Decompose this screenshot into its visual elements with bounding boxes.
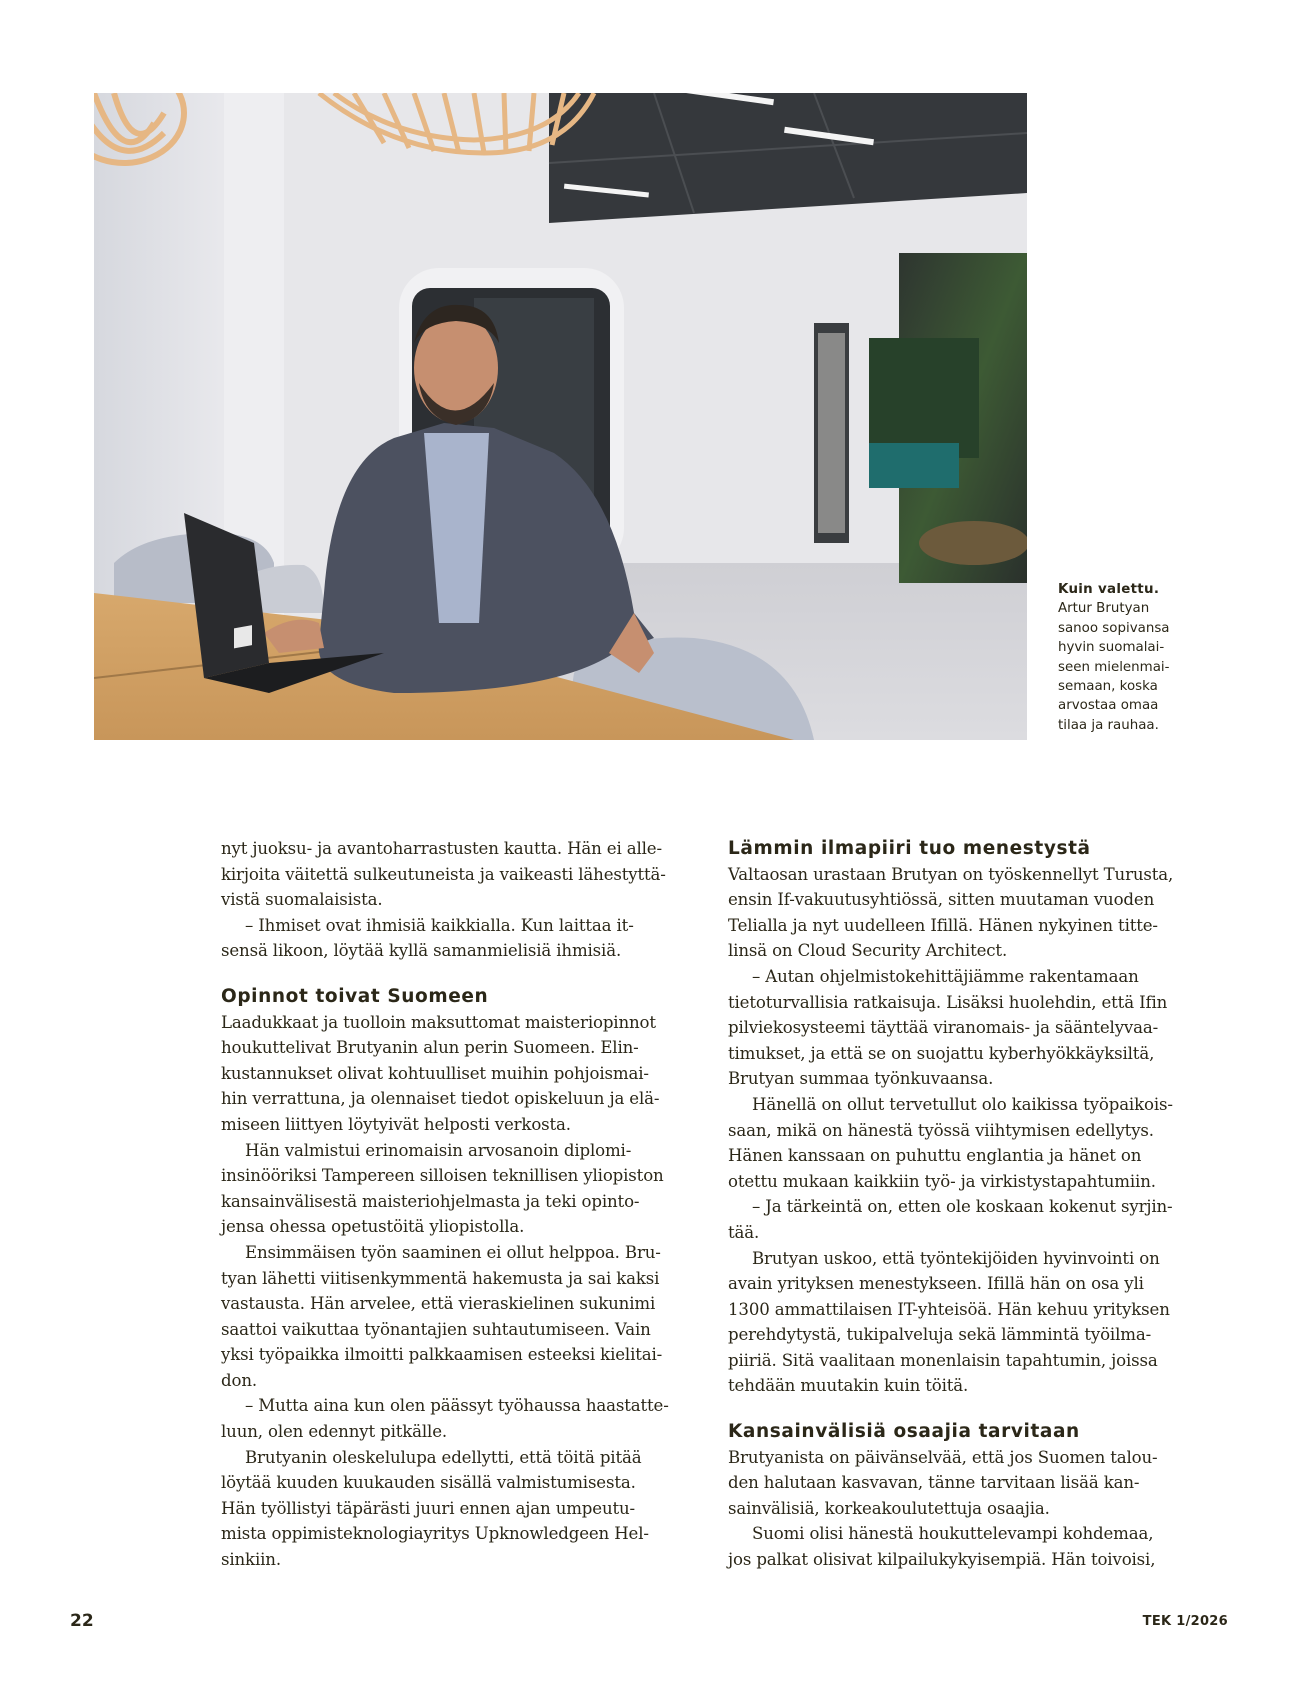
- text-line: Brutyan summaa työnkuvaansa.: [728, 1069, 994, 1089]
- text-line: houkuttelivat Brutyanin alun perin Suomeen. Elin-: [221, 1038, 639, 1058]
- text-line: jos palkat olisivat kilpailukykyisempiä. Hän toivoisi,: [728, 1550, 1156, 1570]
- text-line: – Autan ohjelmistokehittäjiämme rakentamaan: [752, 966, 1139, 986]
- text-line: tää.: [728, 1222, 760, 1242]
- text-line: vastausta. Hän arvelee, että vieraskielinen sukunimi: [221, 1294, 656, 1314]
- text-line: jensa ohessa opetustöitä yliopistolla.: [221, 1217, 525, 1237]
- photo-illustration: [94, 93, 1027, 740]
- text-line: Valtaosan urastaan Brutyan on työskennellyt Turusta,: [728, 864, 1174, 884]
- text-line: otettu mukaan kaikkiin työ- ja virkistystapahtumiin.: [728, 1171, 1156, 1191]
- text-line: den halutaan kasvavan, tänne tarvitaan lisää kan-: [728, 1473, 1140, 1493]
- left-block-1: [221, 836, 701, 964]
- text-line: Brutyan uskoo, että työntekijöiden hyvinvointi on: [752, 1248, 1160, 1268]
- section-heading-kansainvalisia: Kansainvälisiä osaajia tarvitaan: [728, 1421, 1080, 1443]
- text-line: hin verrattuna, ja olennaiset tiedot opiskeluun ja elä-: [221, 1089, 660, 1109]
- text-line: Laadukkaat ja tuolloin maksuttomat maisteriopinnot: [221, 1012, 656, 1032]
- text-line: mista oppimisteknologiayritys Upknowledgeen Hel-: [221, 1524, 649, 1544]
- section-heading-lammin: Lämmin ilmapiiri tuo menestystä: [728, 838, 1091, 859]
- text-line: tehdään muutakin kuin töitä.: [728, 1376, 969, 1396]
- text-line: – Ja tärkeintä on, etten ole koskaan kokenut syrjin-: [752, 1197, 1173, 1217]
- photo-caption: [1058, 580, 1198, 735]
- caption-line: hyvin suomalai-: [1058, 640, 1165, 656]
- magazine-issue: TEK 1/2026: [1142, 1614, 1228, 1629]
- caption-line: semaan, koska: [1058, 679, 1158, 695]
- right-block-1: [728, 862, 1208, 1399]
- teal-sofa: [869, 443, 959, 488]
- caption-line: sanoo sopivansa: [1058, 620, 1170, 636]
- text-line: vistä suomalaisista.: [221, 890, 383, 910]
- text-line: luun, olen edennyt pitkälle.: [221, 1422, 448, 1442]
- text-line: Ensimmäisen työn saaminen ei ollut helppoa. Bru-: [245, 1242, 661, 1262]
- caption-title: Kuin valettu.: [1058, 582, 1160, 597]
- caption-line: seen mielenmai-: [1058, 659, 1170, 675]
- text-line: linsä on Cloud Security Architect.: [728, 941, 1008, 961]
- section-heading-opinnot: Opinnot toivat Suomeen: [221, 985, 489, 1007]
- text-line: timukset, ja että se on suojattu kyberhyökkäyksiltä,: [728, 1043, 1155, 1063]
- caption-line: tilaa ja rauhaa.: [1058, 717, 1159, 733]
- text-line: Brutyanista on päivänselvää, että jos Suomen talou-: [728, 1447, 1158, 1467]
- text-line: sensä likoon, löytää kyllä samanmielisiä ihmisiä.: [221, 941, 622, 961]
- left-block-2: [221, 1010, 701, 1573]
- text-line: tyan lähetti viitisenkymmentä hakemusta ja sai kaksi: [221, 1268, 660, 1288]
- text-line: pilviekosysteemi täyttää viranomais- ja sääntelyvaa-: [728, 1018, 1159, 1038]
- text-line: miseen liittyen löytyivät helposti verkosta.: [221, 1114, 571, 1134]
- text-line: – Mutta aina kun olen päässyt työhaussa haastatte-: [245, 1396, 669, 1416]
- text-line: – Ihmiset ovat ihmisiä kaikkialla. Kun laittaa it-: [245, 915, 634, 935]
- text-line: kustannukset olivat kohtuulliset muihin pohjoismai-: [221, 1063, 649, 1083]
- right-column: [728, 836, 1208, 1573]
- text-line: saan, mikä on hänestä työssä viihtymisen edellytys.: [728, 1120, 1154, 1140]
- text-line: yksi työpaikka ilmoitti palkkaamisen esteeksi kielitai-: [221, 1345, 663, 1365]
- left-column: [221, 836, 701, 1573]
- text-line: löytää kuuden kuukauden sisällä valmistumisesta.: [221, 1473, 636, 1493]
- caption-line: Artur Brutyan: [1058, 601, 1150, 617]
- text-line: Hän työllistyi täpärästi juuri ennen ajan umpeutu-: [221, 1498, 636, 1518]
- text-line: Telialla ja nyt uudelleen Ifillä. Hänen nykyinen titte-: [728, 915, 1158, 935]
- article-photo: [94, 93, 1027, 740]
- right-block-2: [728, 1445, 1208, 1573]
- text-line: kirjoita väitettä sulkeutuneista ja vaikeasti lähestyttä-: [221, 864, 666, 884]
- text-line: tietoturvallisia ratkaisuja. Lisäksi huolehdin, että Ifin: [728, 992, 1168, 1012]
- window-opening: [869, 338, 979, 458]
- text-line: piiriä. Sitä vaalitaan monenlaisin tapahtumin, joissa: [728, 1350, 1158, 1370]
- pouf: [919, 521, 1027, 565]
- text-line: kansainvälisestä maisteriohjelmasta ja teki opinto-: [221, 1191, 640, 1211]
- text-line: perehdytystä, tukipalveluja sekä lämmintä työilma-: [728, 1325, 1152, 1345]
- text-line: Suomi olisi hänestä houkuttelevampi kohdemaa,: [752, 1524, 1154, 1544]
- caption-line: arvostaa omaa: [1058, 698, 1159, 714]
- text-line: nyt juoksu- ja avantoharrastusten kautta. Hän ei alle-: [221, 839, 662, 858]
- page-number: 22: [70, 1611, 94, 1631]
- text-line: insinööriksi Tampereen silloisen teknillisen yliopiston: [221, 1166, 664, 1186]
- text-line: don.: [221, 1370, 257, 1390]
- text-line: sainvälisiä, korkeakoulutettuja osaajia.: [728, 1498, 1050, 1518]
- text-line: avain yrityksen menestykseen. Ifillä hän on osa yli: [728, 1274, 1144, 1294]
- text-line: ensin If-vakuutusyhtiössä, sitten muutaman vuoden: [728, 890, 1155, 910]
- text-line: 1300 ammattilaisen IT-yhteisöä. Hän kehuu yrityksen: [728, 1299, 1170, 1319]
- text-line: Hänellä on ollut tervetullut olo kaikissa työpaikois-: [752, 1094, 1173, 1114]
- text-line: saattoi vaikuttaa työnantajien suhtautumiseen. Vain: [221, 1319, 651, 1339]
- text-line: Brutyanin oleskelulupa edellytti, että töitä pitää: [245, 1447, 642, 1467]
- text-line: Hän valmistui erinomaisin arvosanoin diplomi-: [245, 1140, 632, 1160]
- text-line: Hänen kanssaan on puhuttu englantia ja hänet on: [728, 1146, 1142, 1166]
- text-line: sinkiin.: [221, 1550, 281, 1570]
